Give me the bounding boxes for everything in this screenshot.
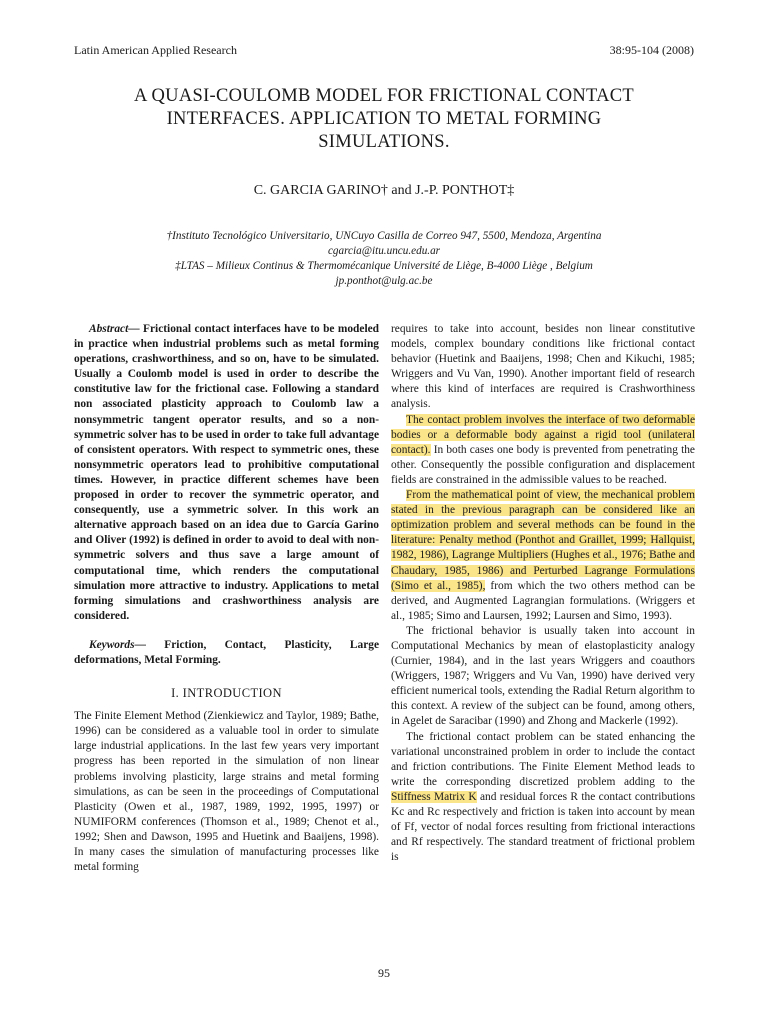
intro-paragraph: The Finite Element Method (Zienkiewicz and Taylor, 1989; Bathe, 1996) can be considered as a valuable tool in order to simulate large industrial applications. In the last few years very important progress has been reported in the simulation of non linear problems involving plasticity, large strains and metal forming simulations, as can be seen in the proceedings of Computational Plasticity (Owen et al., 1987, 1989, 1992, 1995, 1997) or NUMIFORM conferences (Thomson et al., 1989; Chenot et al., 1992; Shen and Dawson, 1995 and Huetink and Baaijens, 1998). In many cases the simulation of manufacturing processes like metal forming (74, 710, 379, 874)
affiliation-1: †Instituto Tecnológico Universitario, UNCuyo Casilla de Correo 947, 5500, Mendoza, Argentina (166, 230, 602, 242)
paragraph-text: The frictional contact problem can be stated enhancing the variational unconstrained problem in order to include the contact and friction contributions. The Finite Element Method leads to write the corresponding discretized problem adding to the (391, 730, 695, 788)
email-1: cgarcia@itu.uncu.edu.ar (327, 245, 441, 257)
paragraph-text: from which the two others method can be derived, and Augmented Lagrangian formulations. (Wriggers et al., 1985; Simo and Laursen, 1992; Laursen and Simo, 1993). (391, 579, 695, 622)
journal-name: Latin American Applied Research (74, 43, 237, 57)
title-line: A QUASI-COULOMB MODEL FOR FRICTIONAL CONTACT (133, 86, 635, 106)
paragraph-text: and residual forces R the contact contributions Kc and Rc respectively and friction is taken into account by mean of Ff, vector of nodal forces resulting from frictional interactions and Rf respectively. The standard treatment of frictional problem is (391, 790, 695, 864)
title-line: INTERFACES. APPLICATION TO METAL FORMING (166, 109, 602, 129)
section-heading: I. INTRODUCTION (171, 686, 282, 701)
abstract-text: Frictional contact interfaces have to be modeled in practice when industrial problems such as metal forming operations, crashworthiness, and so on, have to be simulated. Usually a Coulomb model is used in order to describe the constitutive law for the frictional case. Following a standard non associated plasticity approach to Coulomb law a nonsymmetric tangent operator results, and so a non-symmetric solver has to be used in order to take full advantage of consistent operators. With respect to symmetric ones, these nonsymmetric operators lead to prohibitive computational times. However, in practice different schemes have been proposed in order to recover the symmetric operator, and consequently, use a symmetric solver. In this work an alternative approach based on an idea due to García Garino and Oliver (1992) is defined in order to avoid to deal with non-symmetric solvers and thus save a large amount of computational time, which renders the computational simulation more attractive to industry. Applications to metal forming simulations and crashworthiness analysis are considered. (74, 323, 379, 622)
paragraph (391, 413, 695, 488)
abstract-label: Abstract— (89, 323, 140, 335)
right-column (391, 322, 695, 865)
email-2: jp.ponthot@ulg.ac.be (335, 275, 433, 287)
paragraph (391, 488, 695, 624)
authors: C. GARCIA GARINO† and J.-P. PONTHOT‡ (253, 183, 515, 198)
volume-info: 38:95-104 (2008) (609, 43, 694, 57)
title-line: SIMULATIONS. (318, 132, 450, 152)
abstract (74, 322, 379, 624)
keywords (74, 638, 379, 668)
paragraph-text: In both cases one body is prevented from penetrating the other. Consequently the possible configuration and displacement fields are constrained in the admissible values to be reached. (391, 443, 695, 486)
highlighted-text: Stiffness Matrix K (391, 790, 477, 803)
affiliations (60, 229, 708, 289)
paragraph: requires to take into account, besides non linear constitutive models, complex boundary conditions like frictional contact behavior (Huetink and Baaijens, 1998; Chen and Kikuchi, 1985; Wriggers and Vu Van, 1990). Another important field of research where this kind of interfaces are required is Crashworthiness analysis. (391, 323, 695, 411)
paper-title (60, 85, 708, 154)
highlighted-text: From the mathematical point of view, the mechanical problem stated in the previous paragraph can be considered like an optimization problem and several methods can be found in the literature: Penalty method (Ponthot and Graillet, 1999; Hallquist, 1982, 1986), Lagrange Multipliers (Hughes et al., 1976; Bathe and Chaudary, 1985, 1986) and Perturbed Lagrange Formulations (Simo et al., 1985), (391, 489, 695, 592)
keywords-label: Keywords— (89, 638, 146, 651)
left-column (74, 322, 379, 875)
paragraph: The frictional behavior is usually taken into account in Computational Mechanics by mean of elastoplasticity analogy (Curnier, 1984), and in the last years Wriggers and coauthors (Wriggers, 1987; Wriggers and Vu Van, 1990) have derived very efficient numerical tools, extending the Radial Return algorithm to this context. A review of the subject can be found, among others, in Agelet de Saracibar (1990) and Zhong and Mackerle (1992). (391, 624, 695, 728)
highlighted-text: The contact problem involves the interface of two deformable bodies or a deformable body against a rigid tool (unilateral contact). (391, 413, 695, 456)
page-number: 95 (378, 966, 390, 980)
affiliation-2: ‡LTAS – Milieux Continus & Thermomécanique Université de Liège, B-4000 Liège , Belgium (175, 260, 593, 272)
paragraph (391, 730, 695, 866)
keywords-text: Friction, Contact, Plasticity, Large deformations, Metal Forming. (74, 638, 379, 666)
